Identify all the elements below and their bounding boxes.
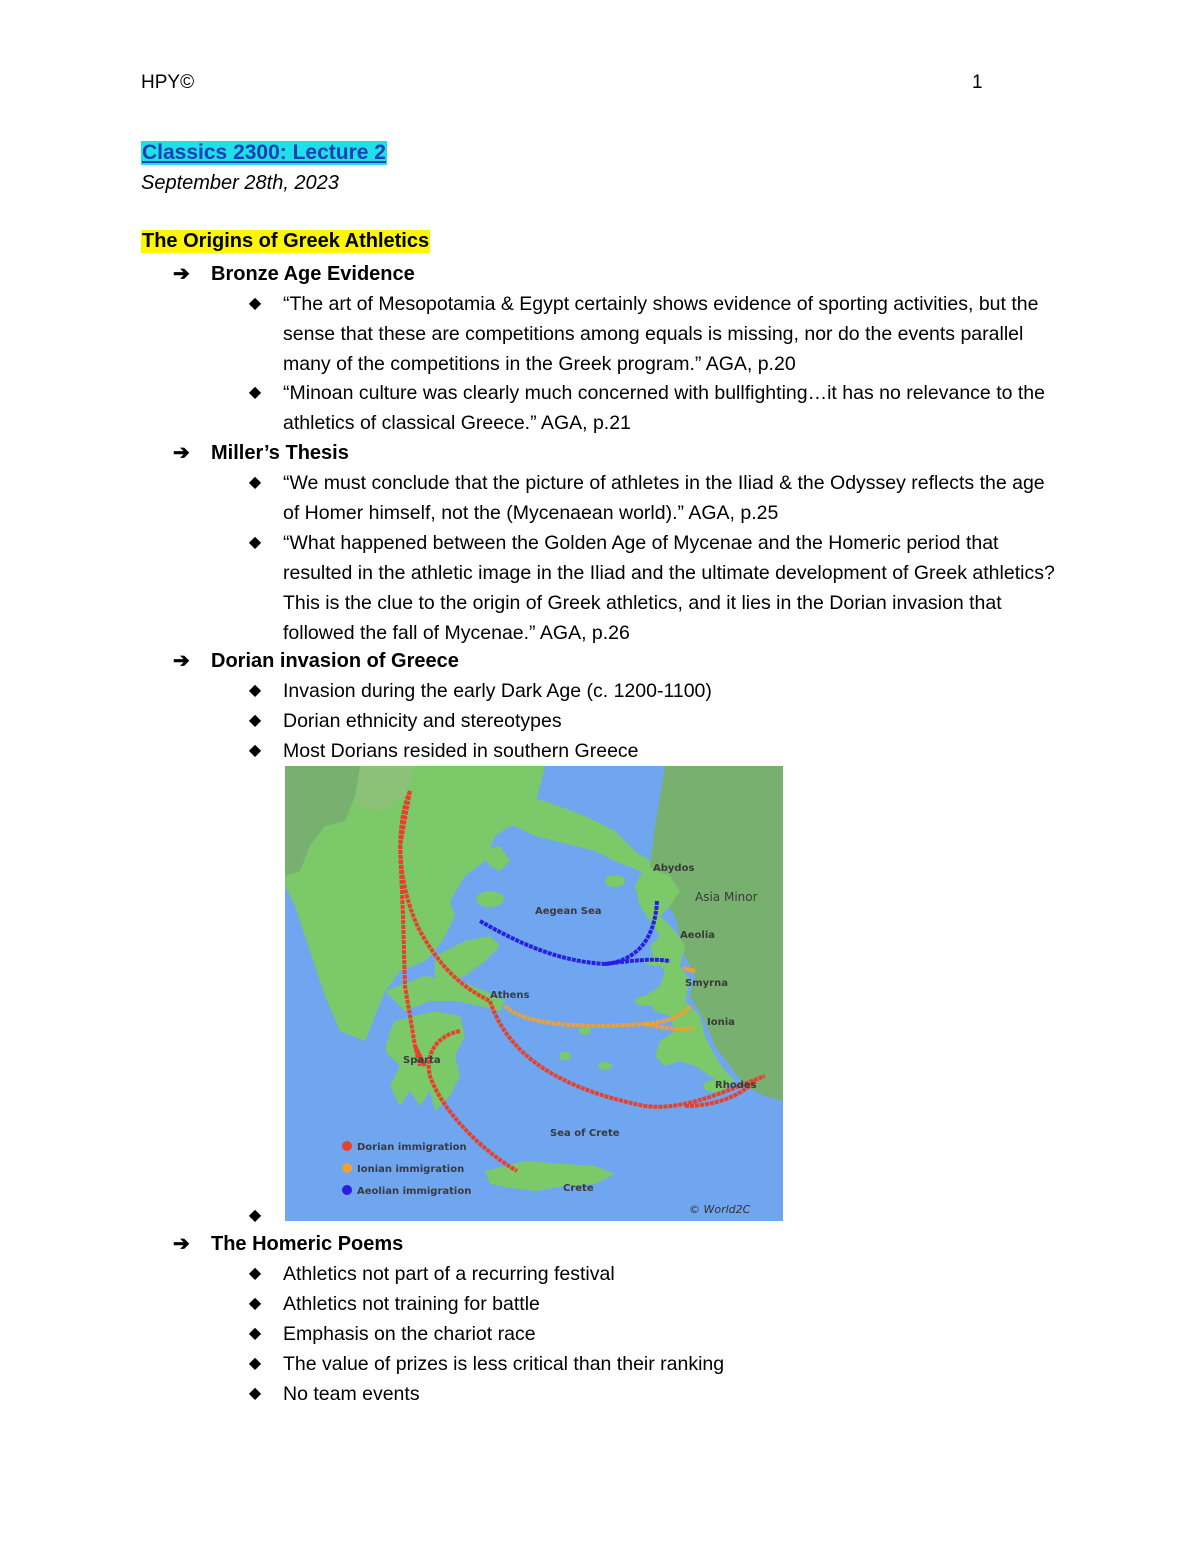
list-item: ◆ Athletics not part of a recurring festival — [245, 1259, 1065, 1289]
diamond-bullet-icon: ◆ — [248, 1385, 262, 1402]
label-ionia: Ionia — [707, 1017, 735, 1028]
arrow-icon: ➔ — [173, 650, 190, 672]
topic-bronze-age: ➔ Bronze Age Evidence — [173, 259, 415, 289]
list-item: ◆ “The art of Mesopotamia & Egypt certainly shows evidence of sporting activities, but the sense that these are competitions among equals is missing, nor do the events parallel many of the competitions in the Greek program.” AGA, p.20 — [245, 289, 1065, 379]
diamond-bullet-icon: ◆ — [248, 1207, 262, 1224]
diamond-bullet-icon: ◆ — [248, 295, 262, 312]
label-crete: Crete — [563, 1183, 594, 1194]
diamond-bullet-icon: ◆ — [248, 1355, 262, 1372]
diamond-bullet-icon: ◆ — [248, 712, 262, 729]
list-item: ◆ Dorian ethnicity and stereotypes — [245, 706, 1065, 736]
label-smyrna: Smyrna — [685, 978, 728, 989]
lecture-title: Classics 2300: Lecture 2 — [142, 141, 386, 164]
diamond-bullet-icon: ◆ — [248, 1325, 262, 1342]
diamond-bullet-icon: ◆ — [248, 474, 262, 491]
lecture-date: September 28th, 2023 — [141, 172, 339, 194]
legend-swatch-dorian — [342, 1141, 352, 1151]
list-item: ◆ “What happened between the Golden Age of Mycenae and the Homeric period that resulted in the athletic image in the Iliad and the ultimate development of Greek athletics? This is the clue to the origin of Greek athletics, and it lies in the Dorian invasion that followed the fall of Mycenae.” AGA, p.26 — [245, 528, 1065, 648]
map-island — [605, 875, 625, 887]
list-item: ◆ No team events — [245, 1379, 1065, 1409]
arrow-icon: ➔ — [173, 263, 190, 285]
diamond-bullet-icon: ◆ — [248, 534, 262, 551]
header-left: HPY© — [141, 72, 195, 93]
map-island — [579, 1027, 591, 1035]
label-asia-minor: Asia Minor — [695, 890, 758, 904]
list-item: ◆ “We must conclude that the picture of athletes in the Iliad & the Odyssey reflects the age of Homer himself, not the (Mycenaean world).” AGA, p.25 — [245, 468, 1065, 528]
arrow-icon: ➔ — [173, 442, 190, 464]
diamond-bullet-icon: ◆ — [248, 1265, 262, 1282]
greece-migration-map — [285, 766, 783, 1221]
label-rhodes: Rhodes — [715, 1080, 757, 1091]
legend-ionian: Ionian immigration — [357, 1164, 465, 1175]
label-athens: Athens — [490, 990, 530, 1001]
label-abydos: Abydos — [653, 863, 695, 874]
list-item: ◆ Athletics not training for battle — [245, 1289, 1065, 1319]
legend-swatch-ionian — [342, 1163, 352, 1173]
topic-millers-thesis: ➔ Miller’s Thesis — [173, 438, 349, 468]
section-heading: The Origins of Greek Athletics — [142, 230, 430, 252]
label-aeolia: Aeolia — [680, 930, 715, 941]
map-island — [598, 1062, 612, 1070]
map-credit: © World2C — [689, 1203, 751, 1216]
page-number: 1 — [972, 72, 983, 93]
legend-aeolian: Aeolian immigration — [357, 1186, 472, 1197]
list-item: ◆ Invasion during the early Dark Age (c. 1200-1100) — [245, 676, 1065, 706]
diamond-bullet-icon: ◆ — [248, 384, 262, 401]
map-legend — [342, 1141, 471, 1197]
diamond-bullet-icon: ◆ — [248, 742, 262, 759]
topic-homeric-poems: ➔ The Homeric Poems — [173, 1229, 403, 1259]
legend-swatch-aeolian — [342, 1185, 352, 1195]
label-aegean-sea: Aegean Sea — [535, 906, 602, 917]
diamond-bullet-icon: ◆ — [248, 1295, 262, 1312]
list-item: ◆ The value of prizes is less critical than their ranking — [245, 1349, 1065, 1379]
label-sea-of-crete: Sea of Crete — [550, 1128, 620, 1139]
topic-dorian-invasion: ➔ Dorian invasion of Greece — [173, 646, 459, 676]
list-item: ◆ Emphasis on the chariot race — [245, 1319, 1065, 1349]
diamond-bullet-icon: ◆ — [248, 682, 262, 699]
map-island — [559, 1052, 571, 1060]
map-island — [635, 996, 655, 1006]
map-island — [476, 891, 504, 907]
list-item: ◆ Most Dorians resided in southern Greece — [245, 736, 1065, 766]
legend-dorian: Dorian immigration — [357, 1142, 467, 1153]
list-item: ◆ “Minoan culture was clearly much concerned with bullfighting…it has no relevance to the athletics of classical Greece.” AGA, p.21 — [245, 378, 1065, 438]
arrow-icon: ➔ — [173, 1233, 190, 1255]
label-sparta: Sparta — [403, 1055, 441, 1066]
